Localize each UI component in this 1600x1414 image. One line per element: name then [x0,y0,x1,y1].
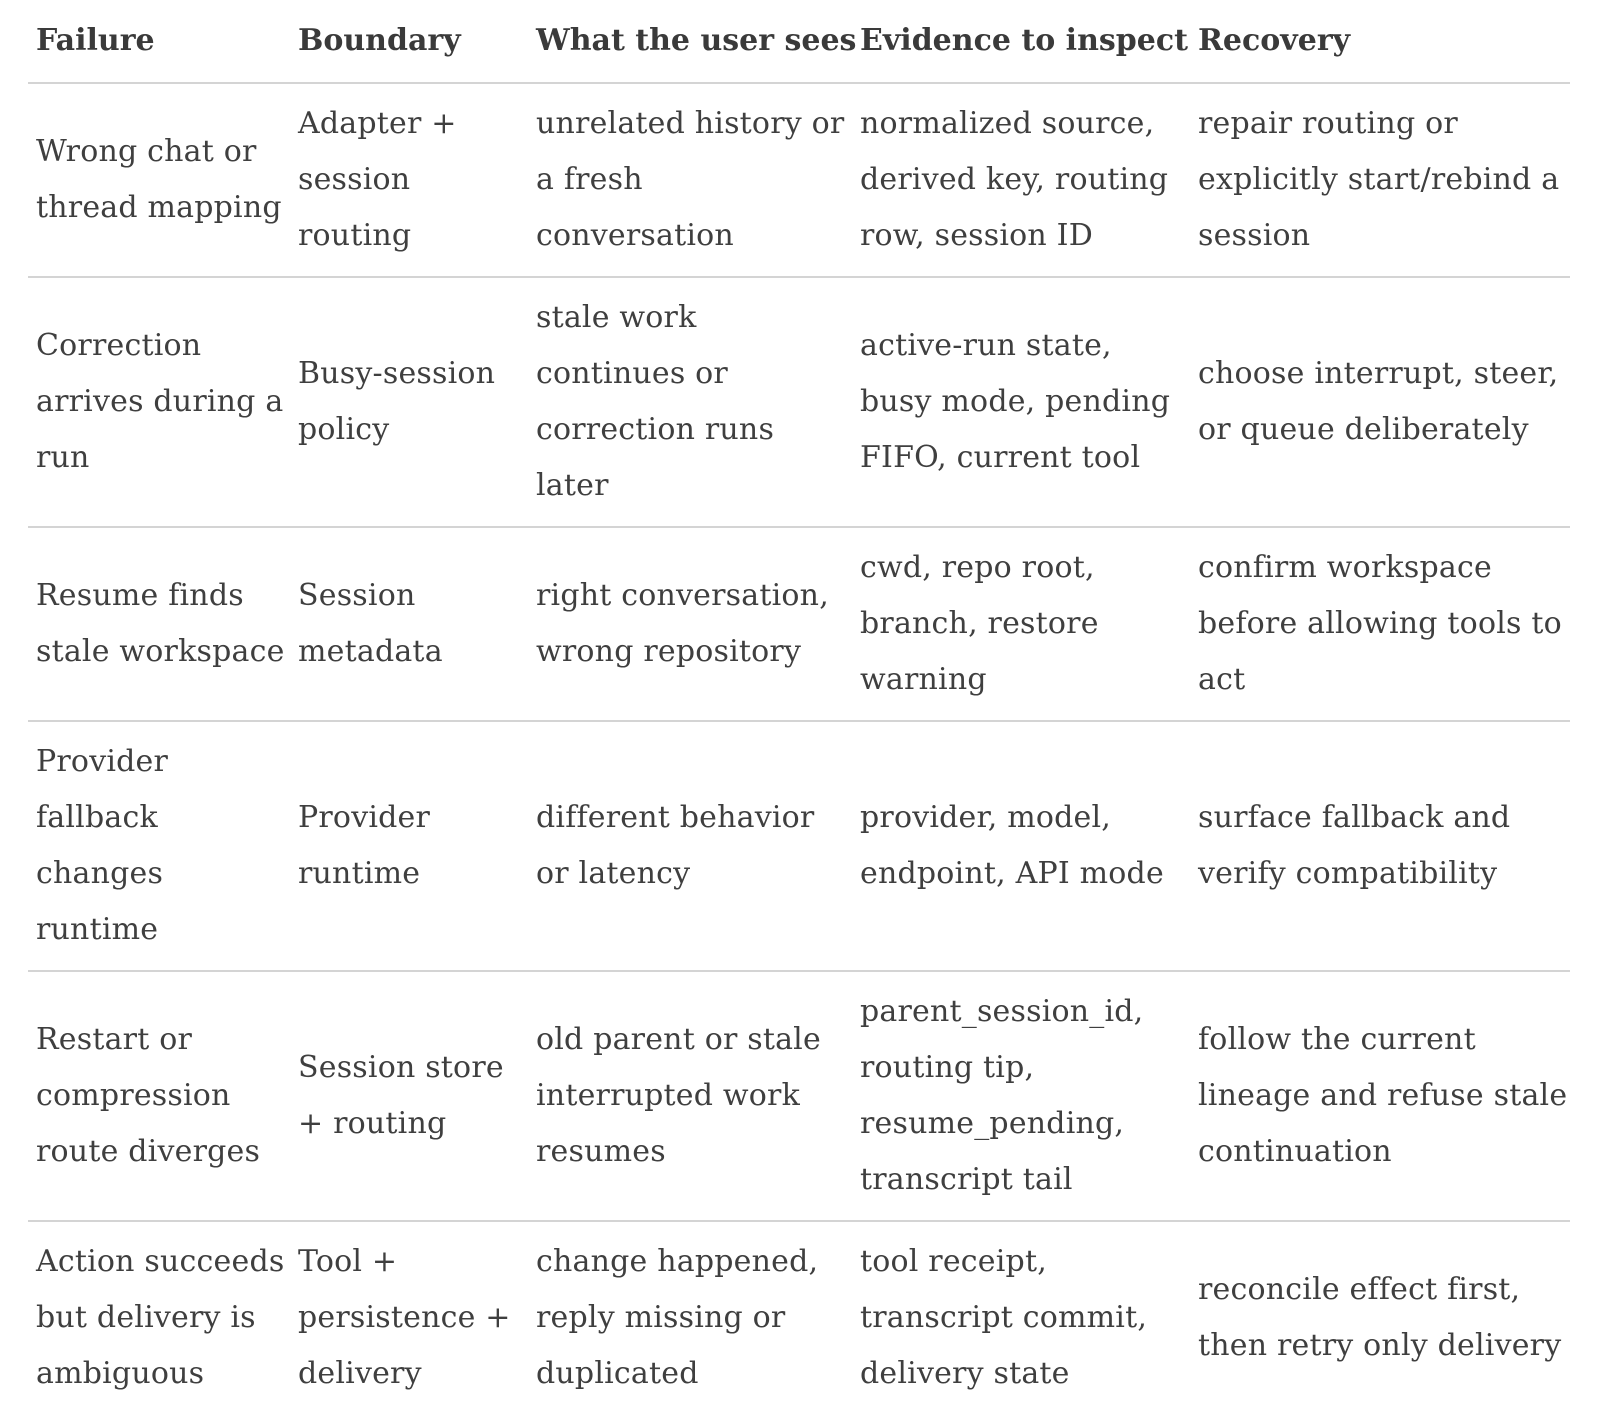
cell-failure: Action succeeds but delivery is ambiguous [36,1244,285,1391]
cell-boundary: Provider runtime [290,721,528,971]
cell-user-sees: right conversation, wrong repository [528,527,852,721]
cell-failure: Resume finds stale workspace [28,527,290,721]
table-row [28,1221,1570,1414]
header-boundary: Boundary [290,0,528,83]
header-user-sees: What the user sees [528,0,852,83]
failure-recovery-table [28,0,1570,1414]
table-row [28,721,1570,971]
cell-failure: Wrong chat or thread mapping [28,83,290,277]
cell-evidence: provider, model, endpoint, API mode [852,721,1190,971]
table-body [28,83,1570,1414]
cell-failure: Correction arrives during a run [28,277,290,527]
cell-evidence: cwd, repo root, branch, restore warning [852,527,1190,721]
cell-failure: Provider fallback changes runtime [28,721,290,971]
cell-boundary: Session metadata [290,527,528,721]
table-row [28,971,1570,1221]
table-row [28,527,1570,721]
cell-evidence: active-run state, busy mode, pending FIFO, current tool [852,277,1190,527]
table-row [28,277,1570,527]
cell-recovery: follow the current lineage and refuse stale continuation [1190,971,1570,1221]
cell-user-sees: different behavior or latency [528,721,852,971]
cell-recovery: confirm workspace before allowing tools to act [1190,527,1570,721]
cell-recovery: surface fallback and verify compatibility [1190,721,1570,971]
cell-user-sees: unrelated history or a fresh conversation [528,83,852,277]
cell-evidence: tool receipt, transcript commit, delivery state [860,1244,1148,1391]
cell-boundary: Adapter + session routing [290,83,528,277]
cell-boundary: Tool + persistence + delivery [298,1244,511,1391]
cell-boundary: Session store + routing [290,971,528,1221]
header-row [28,0,1570,83]
cell-failure: Restart or compression route diverges [28,971,290,1221]
header-recovery: Recovery [1190,0,1570,83]
header-evidence: Evidence to inspect [852,0,1190,83]
cell-user-sees: old parent or stale interrupted work resumes [528,971,852,1221]
cell-user-sees: stale work continues or correction runs later [528,277,852,527]
cell-recovery: choose interrupt, steer, or queue deliberately [1190,277,1570,527]
cell-user-sees: change happened, reply missing or duplicated [536,1244,819,1391]
table-row [28,83,1570,277]
header-failure: Failure [28,0,290,83]
cell-boundary: Busy-session policy [290,277,528,527]
cell-recovery: repair routing or explicitly start/rebind a session [1190,83,1570,277]
table-header [28,0,1570,83]
cell-evidence: normalized source, derived key, routing row, session ID [852,83,1190,277]
cell-recovery: reconcile effect first, then retry only delivery [1198,1272,1562,1363]
cell-evidence: parent_session_id, routing tip, resume_pending, transcript tail [852,971,1190,1221]
failure-table-container [28,0,1570,1414]
